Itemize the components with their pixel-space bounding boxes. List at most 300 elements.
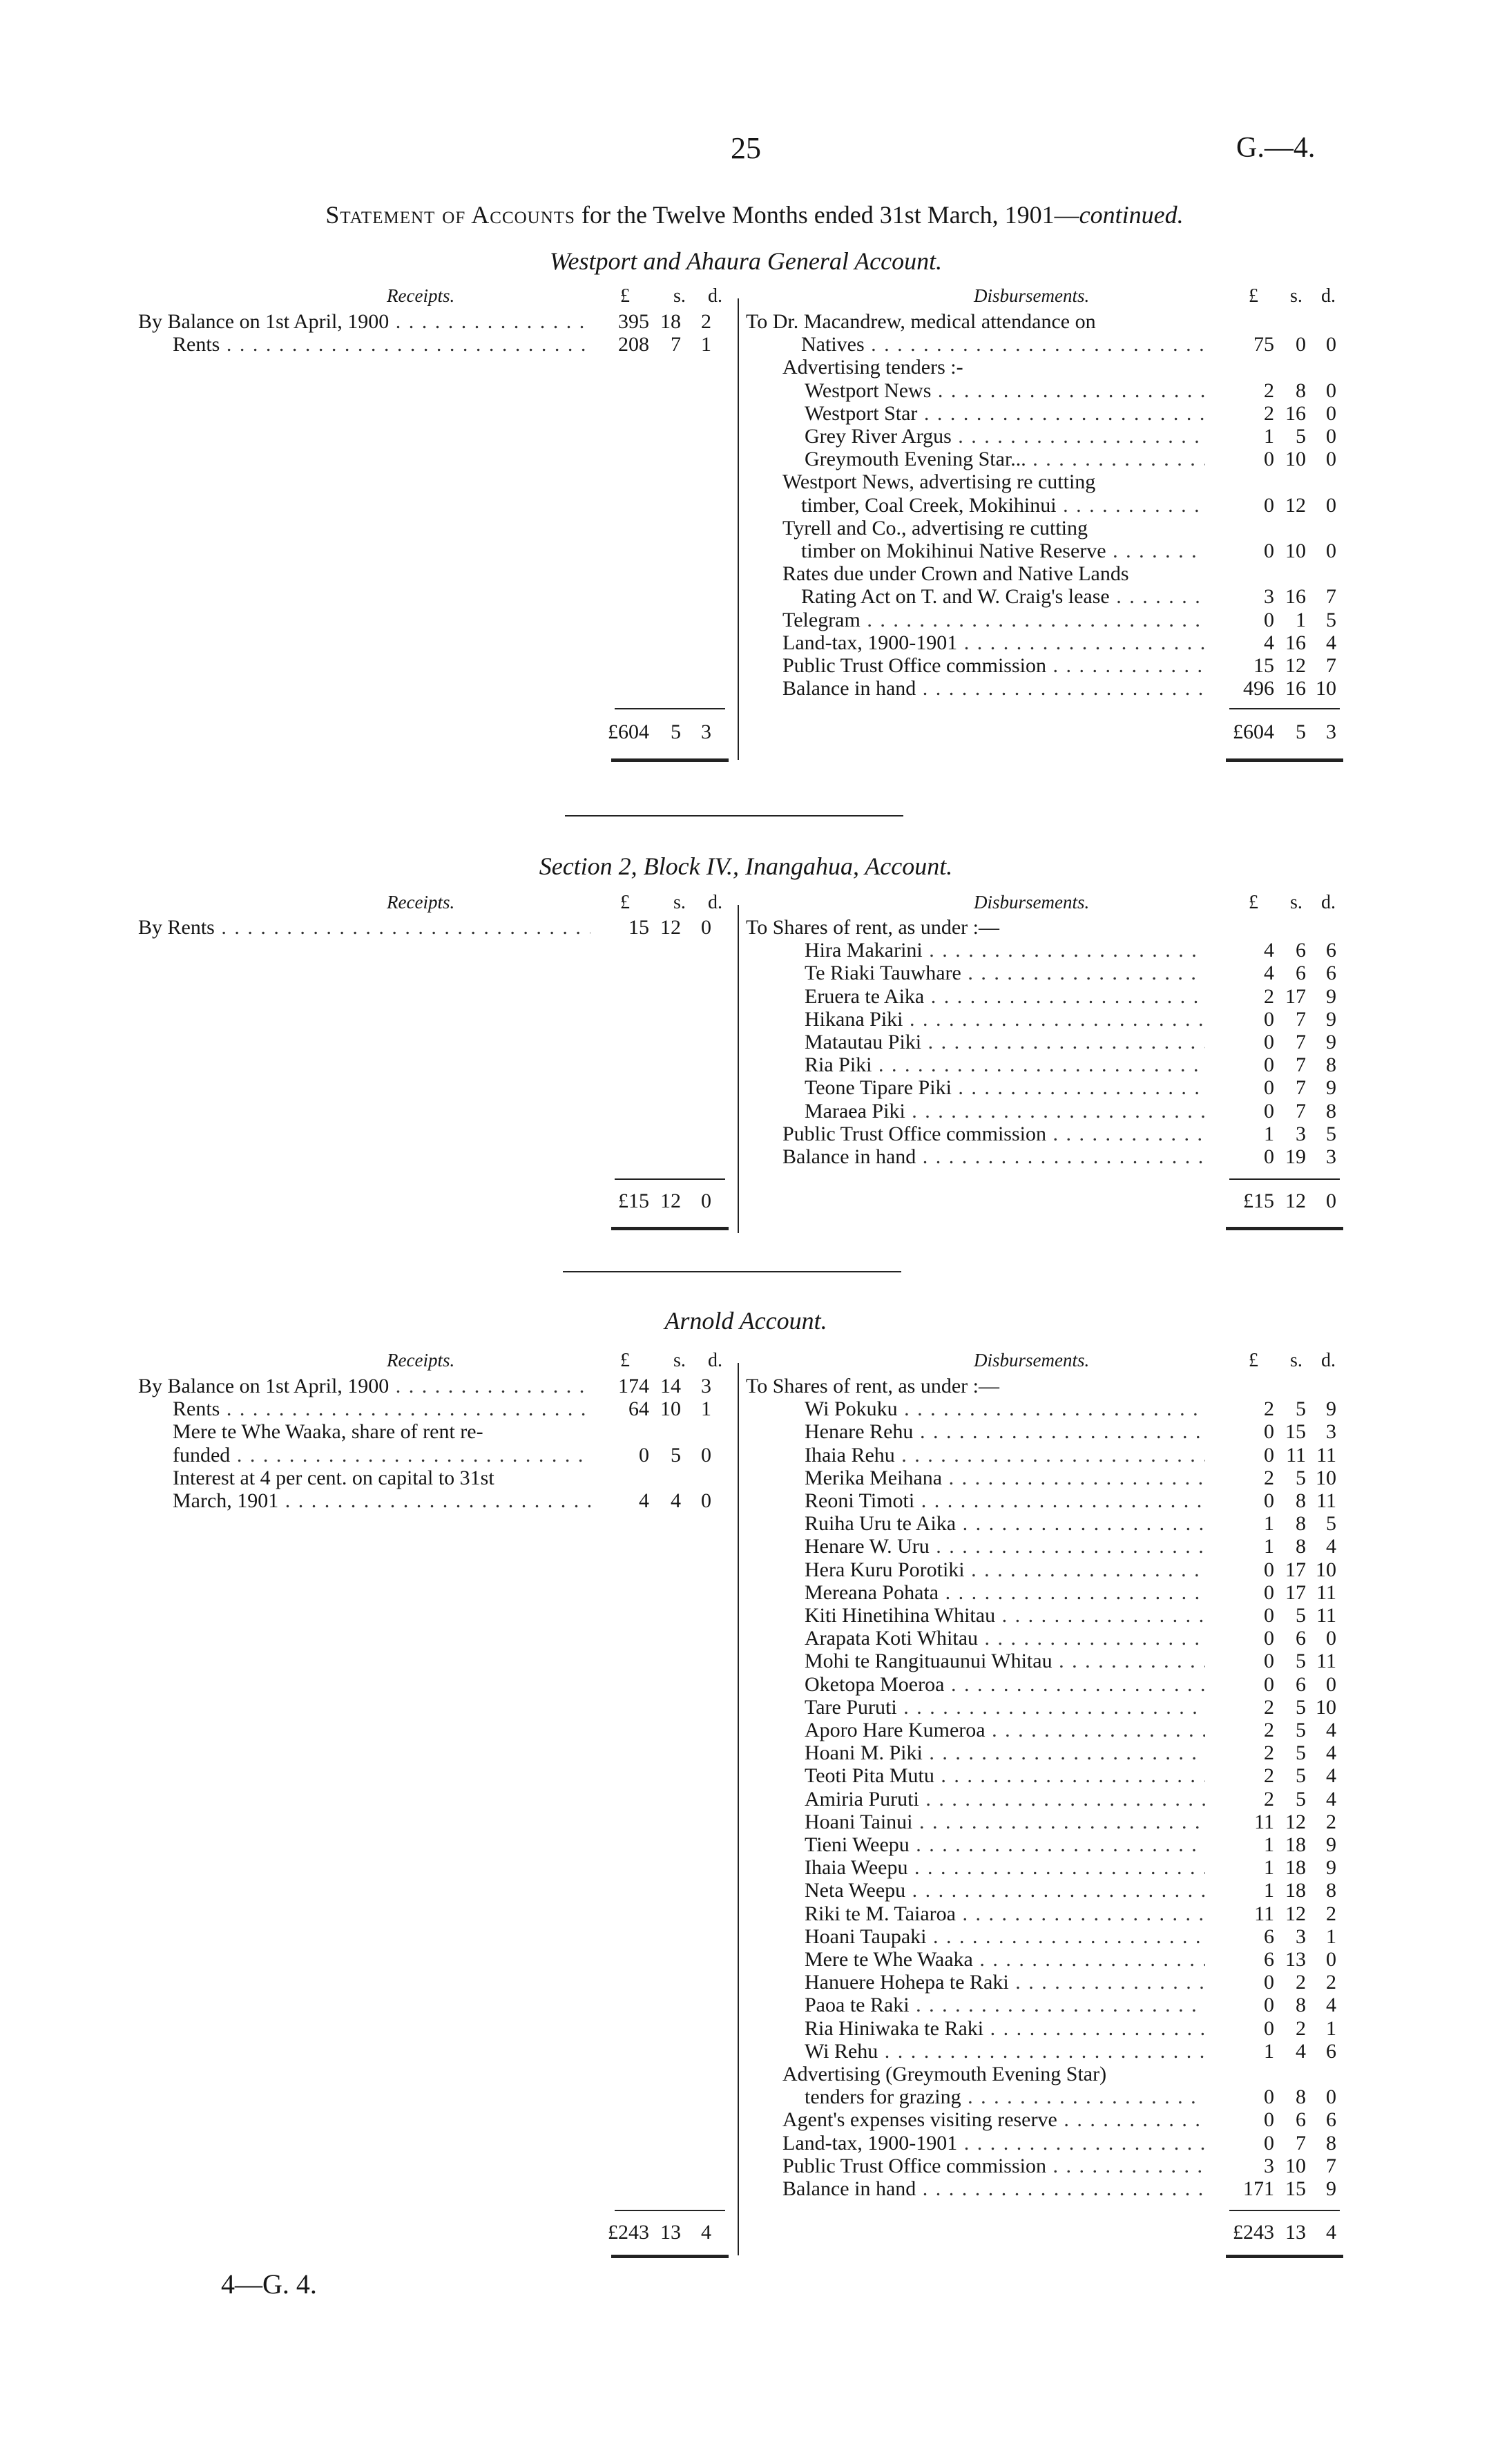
disbursements-shilling-heading: s. [1290, 892, 1303, 913]
disbursement-item-shillings: 0 [1296, 333, 1306, 356]
disbursement-item-label: Public Trust Office commission . . . [782, 654, 1205, 677]
disbursement-item-pence: 6 [1326, 2108, 1336, 2132]
disbursement-item-pounds: 3 [1264, 2154, 1274, 2177]
disbursement-item-shillings: 2 [1296, 2016, 1306, 2040]
disbursement-item-pence: 9 [1326, 1031, 1336, 1053]
disbursement-item-pence: 0 [1326, 333, 1336, 356]
disbursements-total-pence: 3 [1326, 720, 1336, 743]
disbursement-item-label: Teone Tipare Piki . . . [805, 1076, 1205, 1099]
disbursement-item-shillings: 6 [1296, 962, 1306, 985]
disbursement-item-pounds: 2 [1264, 1764, 1274, 1788]
receipts-pound-heading: £ [620, 892, 630, 913]
disbursements-shilling-heading: s. [1290, 285, 1303, 307]
section-title: Arnold Account. [664, 1307, 827, 1335]
disbursement-item-shillings: 7 [1296, 1099, 1306, 1123]
section-separator [565, 815, 903, 816]
statement-title-body: for the Twelve Months ended 31st March, 1901— [575, 201, 1079, 229]
disbursement-item-label: Ihaia Rehu . . . [805, 1444, 1205, 1467]
disbursement-item-shillings: 2 [1296, 1971, 1306, 1994]
disbursement-item-label: Rates due under Crown and Native Lands [782, 562, 1129, 586]
disbursement-item-pounds: 0 [1264, 1145, 1274, 1168]
disbursement-item-shillings: 17 [1285, 1558, 1306, 1581]
disbursement-item-pounds: 0 [1264, 539, 1274, 562]
disbursement-item-pence: 9 [1326, 1007, 1336, 1031]
disbursements-pence-heading: d. [1321, 1350, 1336, 1371]
receipt-item-label: Interest at 4 per cent. on capital to 31st [173, 1466, 494, 1489]
disbursement-item-shillings: 8 [1296, 1535, 1306, 1558]
receipts-heading: Receipts. [387, 1350, 455, 1371]
disbursement-item-pence: 11 [1316, 1580, 1336, 1604]
disbursement-item-shillings: 6 [1296, 1627, 1306, 1650]
disbursement-item-shillings: 10 [1285, 2154, 1306, 2177]
disbursement-item-pounds: 171 [1243, 2177, 1274, 2200]
disbursement-item-pounds: 4 [1264, 939, 1274, 962]
disbursement-item-shillings: 5 [1296, 1650, 1306, 1673]
disbursement-item-pence: 9 [1326, 1856, 1336, 1880]
disbursement-item-label: Tyrell and Co., advertising re cutting [782, 516, 1088, 539]
disbursement-item-label: Westport News, advertising re cutting [782, 470, 1096, 494]
disbursement-item-pounds: 3 [1264, 585, 1274, 609]
disbursement-item-pounds: 496 [1243, 677, 1274, 700]
disbursement-item-pounds: 2 [1264, 1466, 1274, 1489]
disbursement-item-pounds: 0 [1264, 1558, 1274, 1581]
disbursement-item-shillings: 8 [1296, 2085, 1306, 2109]
receipts-pence-heading: d. [708, 1350, 722, 1371]
receipt-item-pounds: 208 [618, 333, 649, 356]
disbursement-item-shillings: 17 [1285, 984, 1306, 1008]
disbursement-item-label: Merika Meihana . . . [805, 1467, 1205, 1489]
disbursement-item-pence: 11 [1316, 1489, 1336, 1512]
disbursement-item-shillings: 5 [1296, 1764, 1306, 1788]
disbursement-item-shillings: 5 [1296, 1695, 1306, 1719]
disbursement-item-pence: 2 [1326, 1971, 1336, 1994]
disbursement-item-pounds: 2 [1264, 1787, 1274, 1811]
disbursement-item-label: Ria Hiniwaka te Raki . . . [805, 2017, 1205, 2040]
section-title: Westport and Ahaura General Account. [549, 247, 943, 275]
disbursement-item-shillings: 6 [1296, 2108, 1306, 2132]
disbursement-item-shillings: 12 [1285, 1810, 1306, 1833]
disbursement-item-pence: 0 [1326, 379, 1336, 402]
disbursement-item-label: Ria Piki . . . [805, 1053, 1205, 1076]
disbursement-item-shillings: 8 [1296, 1512, 1306, 1536]
receipts-total-pounds: £243 [608, 2221, 649, 2244]
disbursement-item-pence: 5 [1326, 1512, 1336, 1536]
disbursement-item-pence: 11 [1316, 1443, 1336, 1467]
disbursement-item-label: Hira Makarini . . . [805, 939, 1205, 962]
disbursement-item-label: Reoni Timoti . . . [805, 1489, 1205, 1512]
disbursement-item-pence: 0 [1326, 493, 1336, 517]
disbursement-item-shillings: 16 [1285, 585, 1306, 609]
disbursement-item-label: Eruera te Aika . . . [805, 985, 1205, 1008]
disbursement-item-pence: 7 [1326, 654, 1336, 677]
receipt-item-label: Rents . . . [173, 1397, 590, 1420]
disbursement-item-label: Public Trust Office commission . . . [782, 2155, 1205, 2177]
disbursement-item-pence: 0 [1326, 448, 1336, 471]
receipts-shilling-heading: s. [673, 892, 686, 913]
disbursement-item-label: Westport News . . . [805, 379, 1205, 402]
disbursement-item-shillings: 3 [1296, 1122, 1306, 1145]
disbursement-item-shillings: 15 [1285, 1420, 1306, 1444]
disbursement-item-label: Riki te M. Taiaroa . . . [805, 1902, 1205, 1925]
disbursement-item-label: Tare Puruti . . . [805, 1696, 1205, 1719]
disbursement-item-label: To Shares of rent, as under :— [746, 1375, 999, 1397]
disbursement-item-label: Henare Rehu . . . [805, 1420, 1205, 1443]
disbursement-item-pence: 7 [1326, 2154, 1336, 2177]
section-separator [563, 1271, 901, 1272]
disbursement-item-label: Teoti Pita Mutu . . . [805, 1764, 1205, 1787]
disbursement-item-shillings: 6 [1296, 939, 1306, 962]
disbursement-item-label: Land-tax, 1900-1901 . . . [782, 631, 1205, 654]
disbursement-item-shillings: 13 [1285, 1948, 1306, 1971]
disbursement-item-shillings: 8 [1296, 1994, 1306, 2017]
receipt-item-pounds: 4 [639, 1489, 649, 1512]
disbursement-item-shillings: 4 [1296, 2039, 1306, 2063]
receipts-pence-heading: d. [708, 285, 722, 307]
disbursement-item-pence: 1 [1326, 1925, 1336, 1948]
disbursement-item-shillings: 5 [1296, 1604, 1306, 1627]
disbursement-item-pence: 2 [1326, 1810, 1336, 1833]
document-reference: G.—4. [1236, 132, 1316, 164]
disbursement-item-pence: 3 [1326, 1145, 1336, 1168]
disbursement-item-pounds: 2 [1264, 984, 1274, 1008]
disbursement-item-pence: 4 [1326, 1719, 1336, 1741]
footer-signature: 4—G. 4. [221, 2269, 317, 2300]
receipts-pence-heading: d. [708, 892, 722, 913]
disbursement-item-label: Hoani M. Piki . . . [805, 1741, 1205, 1764]
receipt-item-pence: 1 [701, 333, 711, 356]
disbursement-item-pence: 6 [1326, 939, 1336, 962]
disbursement-item-shillings: 12 [1285, 493, 1306, 517]
disbursement-item-pence: 0 [1326, 401, 1336, 425]
disbursement-item-shillings: 5 [1296, 1397, 1306, 1421]
disbursement-item-pence: 10 [1316, 1466, 1336, 1489]
disbursement-item-shillings: 10 [1285, 448, 1306, 471]
disbursement-item-label: Mohi te Rangituaunui Whitau . . . [805, 1650, 1205, 1672]
disbursement-item-label: Hoani Taupaki . . . [805, 1925, 1205, 1948]
disbursement-item-pence: 9 [1326, 1076, 1336, 1100]
receipts-total-double-rule [611, 758, 729, 762]
disbursement-item-pounds: 0 [1264, 448, 1274, 471]
receipt-item-shillings: 7 [671, 333, 681, 356]
disbursement-item-shillings: 6 [1296, 1672, 1306, 1696]
disbursements-pound-heading: £ [1249, 892, 1258, 913]
receipt-item-shillings: 4 [671, 1489, 681, 1512]
disbursement-item-pence: 8 [1326, 1099, 1336, 1123]
disbursement-item-pence: 3 [1326, 1420, 1336, 1444]
disbursement-item-pounds: 6 [1264, 1925, 1274, 1948]
disbursement-item-shillings: 10 [1285, 539, 1306, 562]
receipt-item-pounds: 0 [639, 1443, 649, 1467]
disbursement-item-shillings: 16 [1285, 677, 1306, 700]
disbursement-item-pence: 4 [1326, 1764, 1336, 1788]
column-divider [738, 298, 739, 760]
disbursements-pence-heading: d. [1321, 892, 1336, 913]
disbursement-item-pence: 6 [1326, 2039, 1336, 2063]
disbursement-item-pounds: 4 [1264, 631, 1274, 654]
disbursement-item-label: Arapata Koti Whitau . . . [805, 1627, 1205, 1650]
disbursement-item-pounds: 1 [1264, 1535, 1274, 1558]
disbursement-item-label: Grey River Argus . . . [805, 425, 1205, 448]
disbursements-total-pounds: £604 [1233, 720, 1274, 743]
disbursement-item-shillings: 3 [1296, 1925, 1306, 1948]
disbursement-item-pounds: 0 [1264, 1031, 1274, 1053]
disbursements-pound-heading: £ [1249, 285, 1258, 307]
disbursement-item-label: To Shares of rent, as under :— [746, 916, 999, 939]
disbursements-heading: Disbursements. [974, 1350, 1090, 1371]
disbursement-item-label: Greymouth Evening Star... . . . [805, 448, 1205, 470]
receipts-total-shillings: 5 [671, 720, 681, 743]
disbursement-item-pence: 7 [1326, 585, 1336, 609]
disbursement-item-label: Balance in hand . . . [782, 1145, 1205, 1168]
disbursement-item-pounds: 0 [1264, 608, 1274, 631]
disbursement-item-pounds: 15 [1253, 654, 1274, 677]
receipts-total-shillings: 13 [660, 2221, 681, 2244]
disbursement-item-pence: 8 [1326, 2131, 1336, 2155]
disbursement-item-shillings: 16 [1285, 401, 1306, 425]
disbursement-item-pounds: 0 [1264, 1650, 1274, 1673]
disbursement-item-shillings: 18 [1285, 1833, 1306, 1856]
receipts-total-rule [615, 708, 725, 709]
disbursement-item-pounds: 0 [1264, 1489, 1274, 1512]
disbursement-item-shillings: 5 [1296, 1719, 1306, 1741]
disbursement-item-shillings: 11 [1286, 1443, 1306, 1467]
disbursement-item-pence: 5 [1326, 608, 1336, 631]
disbursement-item-pence: 9 [1326, 984, 1336, 1008]
receipts-shilling-heading: s. [673, 285, 686, 307]
receipt-item-label: funded . . . [173, 1444, 590, 1467]
disbursement-item-label: Hikana Piki . . . [805, 1008, 1205, 1031]
receipt-item-pounds: 395 [618, 310, 649, 333]
disbursement-item-pence: 4 [1326, 1741, 1336, 1765]
disbursement-item-pounds: 0 [1264, 2131, 1274, 2155]
disbursement-item-pounds: 1 [1264, 1512, 1274, 1536]
disbursement-item-pence: 4 [1326, 1535, 1336, 1558]
disbursements-total-double-rule [1226, 2255, 1343, 2258]
disbursement-item-pence: 11 [1316, 1650, 1336, 1673]
disbursement-item-pounds: 0 [1264, 1420, 1274, 1444]
disbursement-item-label: Balance in hand . . . [782, 677, 1205, 700]
disbursement-item-label: Mereana Pohata . . . [805, 1581, 1205, 1604]
disbursement-item-shillings: 7 [1296, 1007, 1306, 1031]
receipt-item-label: By Rents . . . [138, 916, 590, 939]
disbursement-item-shillings: 7 [1296, 1031, 1306, 1053]
disbursement-item-label: Hoani Tainui . . . [805, 1811, 1205, 1833]
disbursement-item-label: Wi Rehu . . . [805, 2040, 1205, 2063]
disbursement-item-shillings: 17 [1285, 1580, 1306, 1604]
disbursement-item-pence: 0 [1326, 539, 1336, 562]
disbursement-item-pence: 0 [1326, 2085, 1336, 2109]
disbursement-item-label: timber on Mokihinui Native Reserve . . . [801, 539, 1205, 562]
disbursement-item-pounds: 2 [1264, 1719, 1274, 1741]
disbursement-item-pounds: 0 [1264, 1627, 1274, 1650]
disbursement-item-shillings: 8 [1296, 1489, 1306, 1512]
disbursement-item-label: Westport Star . . . [805, 402, 1205, 425]
disbursement-item-pounds: 2 [1264, 1741, 1274, 1765]
disbursement-item-shillings: 7 [1296, 1076, 1306, 1100]
disbursements-total-rule [1229, 1178, 1340, 1180]
receipt-item-shillings: 12 [660, 916, 681, 939]
statement-title-continued: continued. [1079, 201, 1184, 229]
disbursement-item-pence: 8 [1326, 1053, 1336, 1077]
disbursement-item-label: Neta Weepu . . . [805, 1879, 1205, 1902]
receipts-total-rule [615, 1178, 725, 1180]
disbursement-item-shillings: 5 [1296, 1741, 1306, 1765]
receipts-pound-heading: £ [620, 1350, 630, 1371]
statement-title [124, 201, 1385, 229]
disbursement-item-shillings: 12 [1285, 654, 1306, 677]
receipts-shilling-heading: s. [673, 1350, 686, 1371]
disbursement-item-shillings: 18 [1285, 1856, 1306, 1880]
column-divider [738, 905, 739, 1233]
disbursements-total-pounds: £15 [1243, 1190, 1274, 1212]
statement-title-lead: Statement of Accounts [325, 201, 575, 229]
receipt-item-pounds: 174 [618, 1375, 649, 1397]
disbursements-shilling-heading: s. [1290, 1350, 1303, 1371]
disbursement-item-label: Agent's expenses visiting reserve . . . [782, 2108, 1205, 2131]
disbursements-heading: Disbursements. [974, 892, 1090, 913]
disbursement-item-label: Mere te Whe Waaka . . . [805, 1948, 1205, 1971]
disbursement-item-pounds: 0 [1264, 1443, 1274, 1467]
column-divider [738, 1363, 739, 2255]
receipt-item-label: Mere te Whe Waaka, share of rent re- [173, 1420, 483, 1444]
receipt-item-pounds: 15 [628, 916, 649, 939]
disbursement-item-pounds: 1 [1264, 2039, 1274, 2063]
disbursement-item-pounds: 0 [1264, 493, 1274, 517]
disbursement-item-pence: 9 [1326, 1833, 1336, 1856]
disbursement-item-label: To Dr. Macandrew, medical attendance on [746, 310, 1096, 333]
disbursements-total-rule [1229, 2210, 1340, 2211]
disbursement-item-pounds: 11 [1254, 1810, 1274, 1833]
disbursement-item-pence: 0 [1326, 1627, 1336, 1650]
disbursement-item-pounds: 0 [1264, 1580, 1274, 1604]
disbursement-item-shillings: 7 [1296, 1053, 1306, 1077]
disbursement-item-label: Rating Act on T. and W. Craig's lease . . . [801, 585, 1205, 608]
receipt-item-shillings: 10 [660, 1397, 681, 1421]
disbursement-item-pence: 9 [1326, 2177, 1336, 2200]
disbursement-item-pounds: 2 [1264, 1695, 1274, 1719]
receipt-item-label: By Balance on 1st April, 1900 . . . [138, 1375, 590, 1397]
receipt-item-pence: 0 [701, 1489, 711, 1512]
receipts-heading: Receipts. [387, 285, 455, 306]
disbursement-item-label: Balance in hand . . . [782, 2177, 1205, 2200]
receipts-total-pence: 3 [701, 720, 711, 743]
disbursement-item-pounds: 6 [1264, 1948, 1274, 1971]
disbursement-item-pence: 0 [1326, 1672, 1336, 1696]
disbursement-item-pounds: 0 [1264, 1672, 1274, 1696]
disbursement-item-pence: 5 [1326, 1122, 1336, 1145]
disbursement-item-pence: 1 [1326, 2016, 1336, 2040]
disbursement-item-label: Ruiha Uru te Aika . . . [805, 1512, 1205, 1535]
receipt-item-shillings: 18 [660, 310, 681, 333]
disbursement-item-label: Advertising tenders :- [782, 356, 963, 379]
disbursements-total-double-rule [1226, 758, 1343, 762]
disbursements-total-pounds: £243 [1233, 2221, 1274, 2244]
disbursements-total-shillings: 5 [1296, 720, 1306, 743]
disbursement-item-label: Natives . . . [801, 333, 1205, 356]
disbursement-item-label: Land-tax, 1900-1901 . . . [782, 2132, 1205, 2155]
disbursements-total-double-rule [1226, 1227, 1343, 1230]
disbursements-heading: Disbursements. [974, 285, 1090, 306]
receipt-item-pence: 1 [701, 1397, 711, 1421]
disbursement-item-shillings: 5 [1296, 1787, 1306, 1811]
disbursement-item-pounds: 0 [1264, 1053, 1274, 1077]
disbursement-item-label: Wi Pokuku . . . [805, 1397, 1205, 1420]
receipts-total-double-rule [611, 2255, 729, 2258]
disbursement-item-label: Oketopa Moeroa . . . [805, 1673, 1205, 1696]
disbursement-item-pounds: 4 [1264, 962, 1274, 985]
page-number: 25 [731, 131, 761, 165]
disbursement-item-pounds: 0 [1264, 2085, 1274, 2109]
disbursement-item-label: Matautau Piki . . . [805, 1031, 1205, 1053]
disbursement-item-shillings: 1 [1296, 608, 1306, 631]
disbursement-item-pounds: 0 [1264, 1604, 1274, 1627]
receipts-total-pence: 0 [701, 1190, 711, 1212]
receipts-pound-heading: £ [620, 285, 630, 307]
receipts-total-pounds: £604 [608, 720, 649, 743]
disbursement-item-label: timber, Coal Creek, Mokihinui . . . [801, 494, 1205, 517]
disbursement-item-pounds: 1 [1264, 425, 1274, 448]
disbursements-total-pence: 0 [1326, 1190, 1336, 1212]
disbursement-item-pounds: 2 [1264, 1397, 1274, 1421]
disbursement-item-shillings: 5 [1296, 425, 1306, 448]
receipts-heading: Receipts. [387, 892, 455, 913]
disbursement-item-pence: 10 [1316, 1558, 1336, 1581]
receipts-total-rule [615, 2210, 725, 2211]
disbursement-item-label: Advertising (Greymouth Evening Star) [782, 2063, 1107, 2085]
disbursement-item-pence: 8 [1326, 1879, 1336, 1902]
disbursement-item-label: tenders for grazing . . . [805, 2085, 1205, 2108]
disbursement-item-label: Henare W. Uru . . . [805, 1535, 1205, 1558]
disbursement-item-label: Public Trust Office commission . . . [782, 1123, 1205, 1145]
disbursement-item-shillings: 8 [1296, 379, 1306, 402]
disbursements-total-pence: 4 [1326, 2221, 1336, 2244]
disbursement-item-pence: 4 [1326, 631, 1336, 654]
disbursement-item-pence: 11 [1316, 1604, 1336, 1627]
disbursements-total-rule [1229, 708, 1340, 709]
disbursement-item-shillings: 12 [1285, 1902, 1306, 1925]
disbursement-item-pence: 2 [1326, 1902, 1336, 1925]
disbursements-total-shillings: 13 [1285, 2221, 1306, 2244]
disbursement-item-pounds: 1 [1264, 1122, 1274, 1145]
receipt-item-pence: 0 [701, 916, 711, 939]
disbursements-pence-heading: d. [1321, 285, 1336, 307]
receipt-item-label: By Balance on 1st April, 1900 . . . [138, 310, 590, 333]
disbursement-item-pounds: 0 [1264, 1099, 1274, 1123]
disbursement-item-pence: 0 [1326, 1948, 1336, 1971]
disbursement-item-pounds: 2 [1264, 401, 1274, 425]
receipt-item-label: Rents . . . [173, 333, 590, 356]
section-title: Section 2, Block IV., Inangahua, Account. [539, 852, 953, 880]
disbursement-item-pounds: 0 [1264, 1994, 1274, 2017]
receipt-item-pence: 2 [701, 310, 711, 333]
disbursement-item-pence: 4 [1326, 1994, 1336, 2017]
disbursement-item-shillings: 18 [1285, 1879, 1306, 1902]
disbursement-item-label: Kiti Hinetihina Whitau . . . [805, 1604, 1205, 1627]
receipt-item-pence: 0 [701, 1443, 711, 1467]
disbursement-item-pence: 10 [1316, 1695, 1336, 1719]
disbursement-item-pence: 0 [1326, 425, 1336, 448]
disbursements-pound-heading: £ [1249, 1350, 1258, 1371]
disbursement-item-label: Te Riaki Tauwhare . . . [805, 962, 1205, 984]
disbursement-item-pence: 9 [1326, 1397, 1336, 1421]
disbursement-item-label: Tieni Weepu . . . [805, 1833, 1205, 1856]
disbursement-item-pounds: 0 [1264, 1007, 1274, 1031]
disbursement-item-pounds: 0 [1264, 2108, 1274, 2132]
disbursement-item-pounds: 75 [1253, 333, 1274, 356]
disbursement-item-pence: 4 [1326, 1787, 1336, 1811]
disbursement-item-label: Paoa te Raki . . . [805, 1994, 1205, 2016]
disbursement-item-pounds: 1 [1264, 1856, 1274, 1880]
